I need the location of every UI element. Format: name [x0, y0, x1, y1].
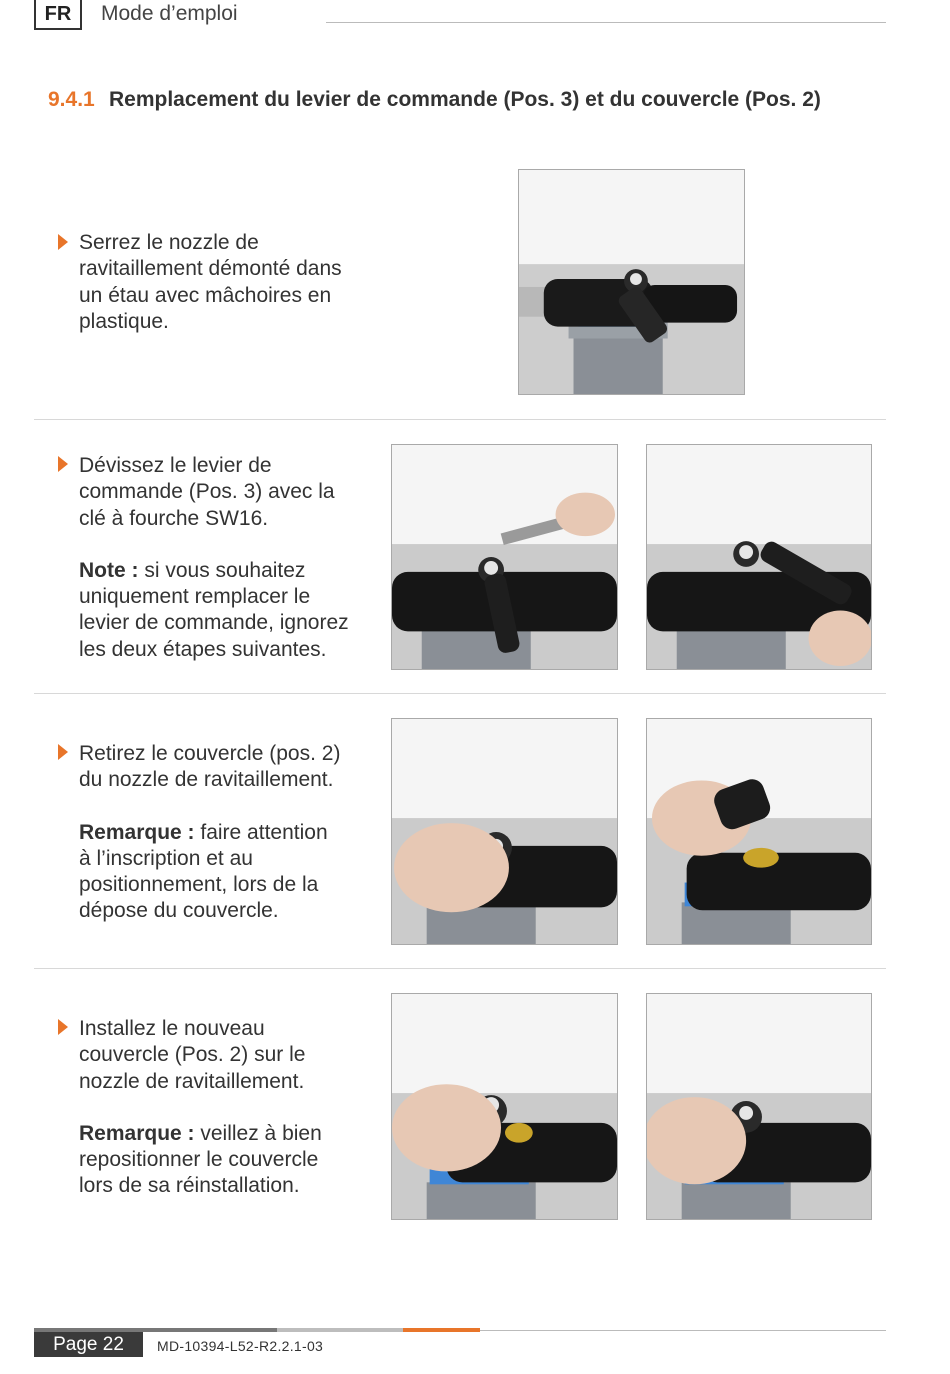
step-3-text — [79, 741, 379, 925]
footer-bar-accent — [403, 1328, 480, 1332]
header-rule — [326, 22, 886, 23]
section-title: Remplacement du levier de commande (Pos. 3) et du couvercle (Pos. 2) — [109, 88, 821, 111]
bullet-arrow-icon — [58, 456, 68, 472]
bullet-arrow-icon — [58, 744, 68, 760]
step-3-instruction: Retirez le couvercle (pos. 2) du nozzle de ravitaillement. — [79, 742, 341, 792]
step-2-note — [79, 558, 379, 663]
step-4-instruction: Installez le nouveau couvercle (Pos. 2) sur le nozzle de ravitaillement. — [79, 1017, 306, 1093]
photo-installing-cover — [391, 993, 618, 1220]
photo-wrench-on-lever — [391, 444, 618, 670]
photo-lever-unscrewed — [646, 444, 872, 670]
step-3-note — [79, 820, 379, 925]
photo-cover-removed — [646, 718, 872, 945]
photo-cover-repositioned — [646, 993, 872, 1220]
step-1-instruction: Serrez le nozzle de ravitaillement démonté dans un étau avec mâchoires en plastique. — [79, 231, 342, 333]
step-1-text — [79, 230, 379, 335]
document-reference: MD-10394-L52-R2.2.1-03 — [157, 1338, 324, 1354]
step-4-text — [79, 1016, 379, 1200]
footer-rule — [480, 1330, 886, 1331]
photo-hand-on-cover — [391, 718, 618, 945]
note-text: faire attention à l’inscription et au positionnement, lors de la dépose du couvercle. — [79, 820, 328, 923]
footer-bar-light — [277, 1328, 403, 1332]
page-number: Page 22 — [34, 1332, 143, 1357]
step-2-text — [79, 453, 379, 663]
language-badge: FR — [34, 0, 82, 30]
note-label: Remarque : — [79, 820, 195, 844]
step-4-note — [79, 1121, 379, 1200]
note-text: si vous souhaitez uniquement remplacer le levier de commande, ignorez les deux étapes suivantes. — [79, 558, 349, 661]
step-divider — [34, 968, 886, 969]
step-divider — [34, 693, 886, 694]
photo-nozzle-in-vice — [518, 169, 745, 395]
section-number: 9.4.1 — [48, 88, 95, 111]
note-text: veillez à bien repositionner le couvercle lors de sa réinstallation. — [79, 1121, 322, 1198]
bullet-arrow-icon — [58, 1019, 68, 1035]
note-label: Note : — [79, 558, 139, 582]
note-label: Remarque : — [79, 1121, 195, 1145]
step-divider — [34, 419, 886, 420]
step-2-instruction: Dévissez le levier de commande (Pos. 3) avec la clé à fourche SW16. — [79, 454, 335, 530]
header-title: Mode d’emploi — [101, 2, 238, 25]
bullet-arrow-icon — [58, 234, 68, 250]
